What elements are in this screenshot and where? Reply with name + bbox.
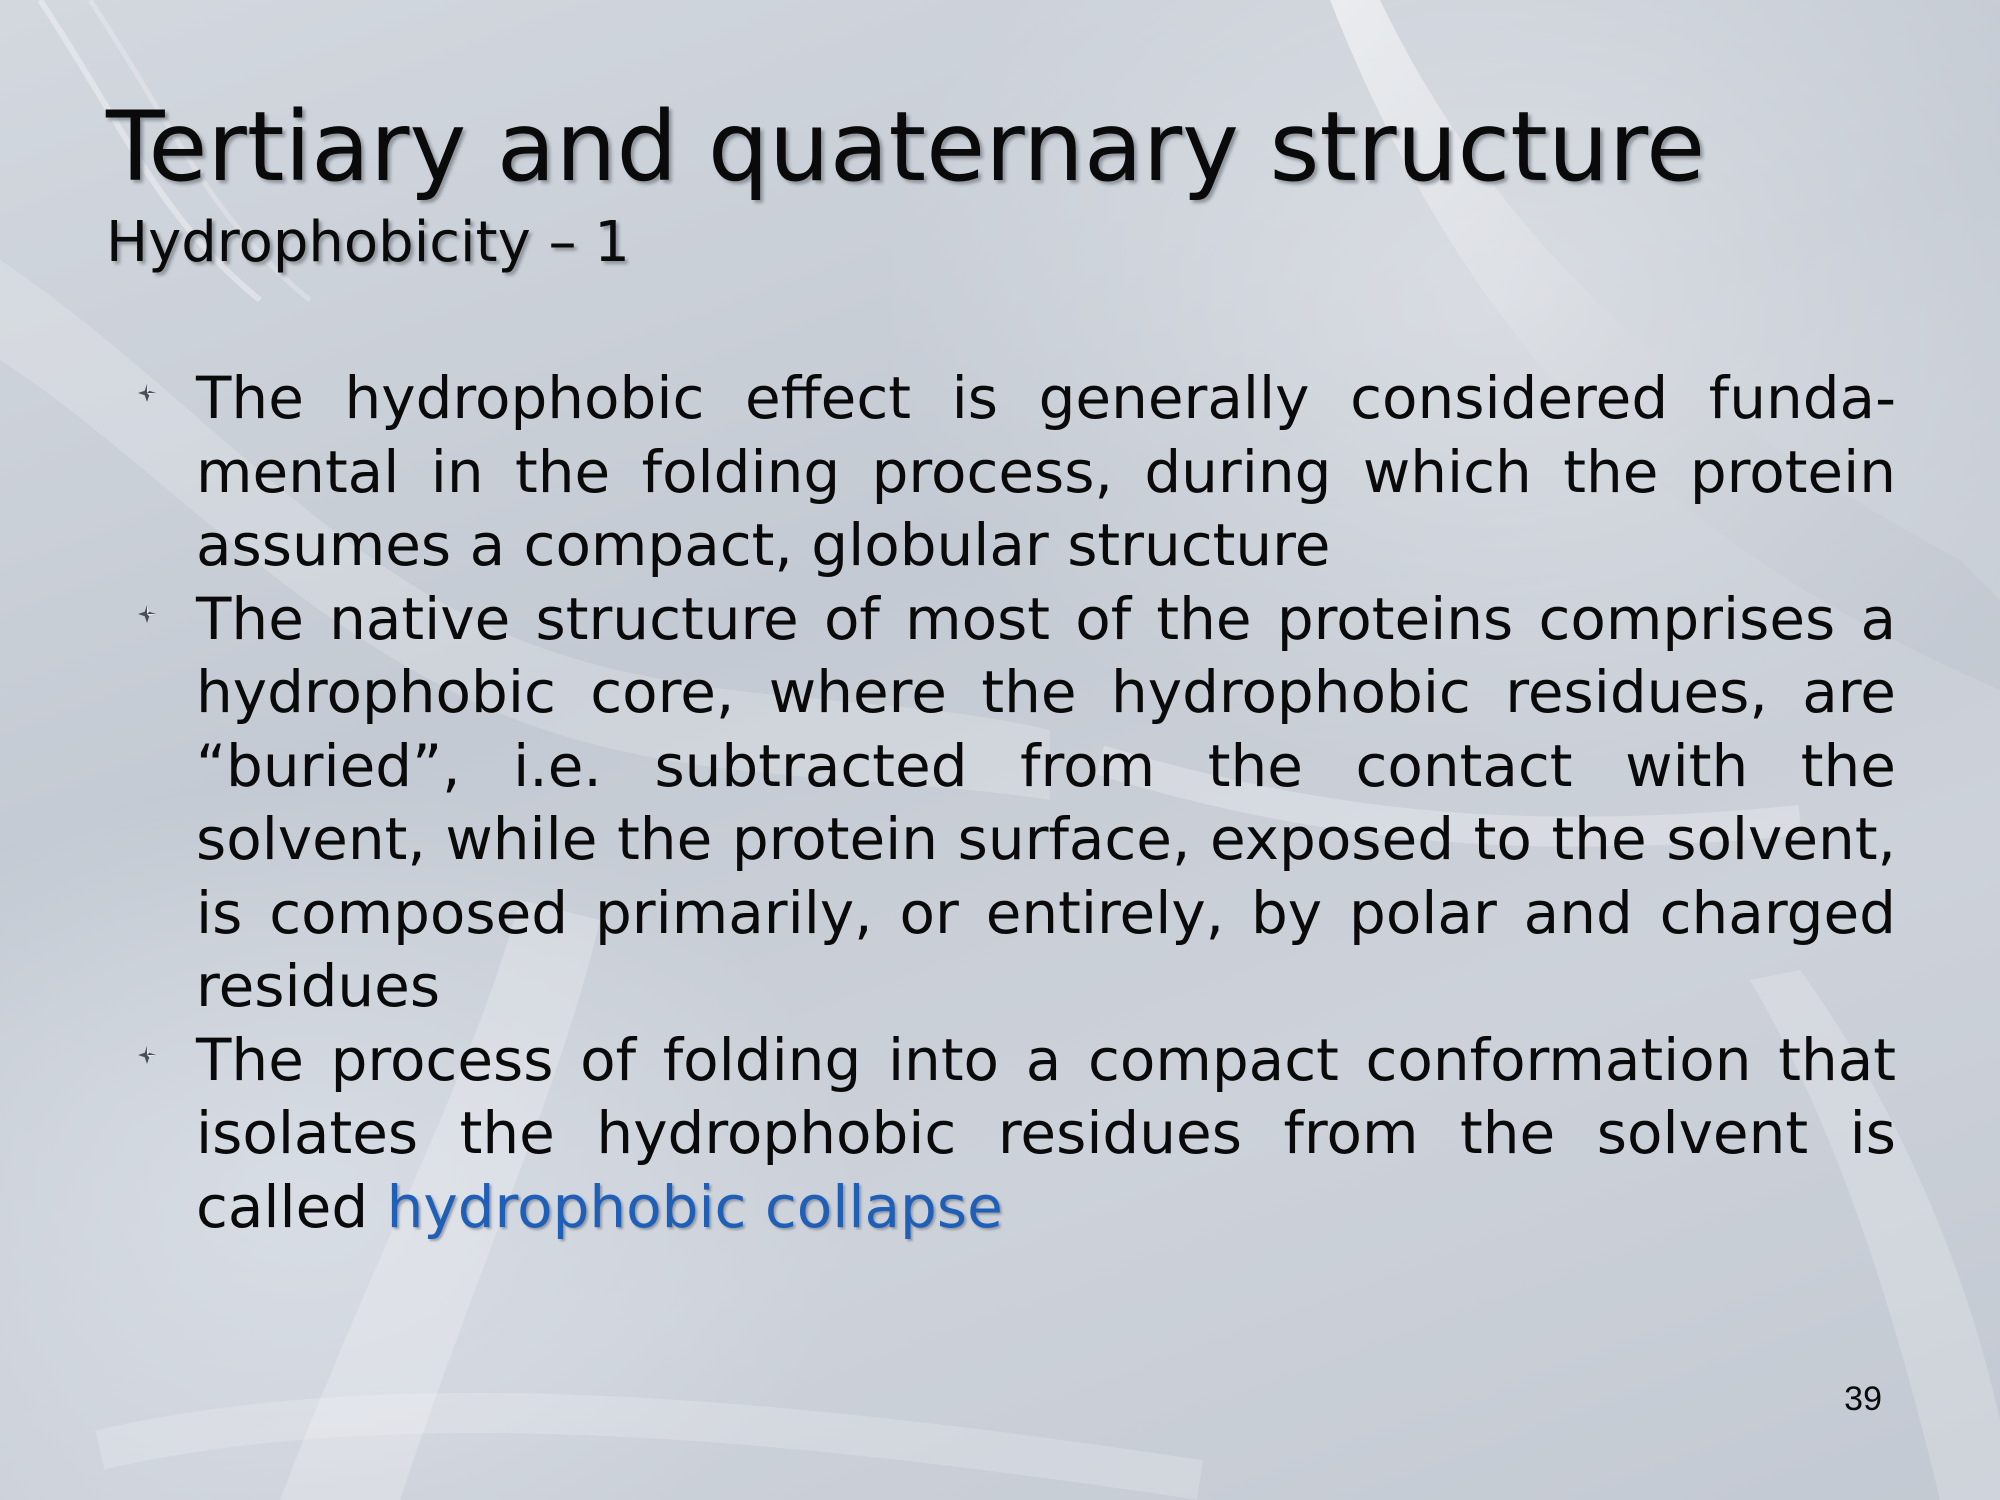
four-point-star-bullet-icon [138,1046,156,1064]
slide-title: Tertiary and quaternary structure [106,91,1706,203]
bullet-text: The native structure of most of the proteins comprises a hydrophobic core, where the hydrophobic residues, are “buried”, i.e. subtracted from the contact with the solvent, while the protein surface, exposed to the solvent, is composed primarily, or entirely, by polar and charged residues [196,584,1896,1020]
four-point-star-bullet-icon [138,605,156,623]
bullet-text: The process of folding into a compact conformation that isolates the hydrophobic residues from the solvent is called [196,1025,1896,1241]
page-number: 39 [1844,1380,1882,1418]
bullet-item [138,583,1896,1024]
highlighted-term: hydrophobic collapse [386,1172,1003,1241]
slide-subtitle: Hydrophobicity – 1 [106,210,630,275]
bullet-item [138,362,1896,583]
four-point-star-bullet-icon [138,384,156,402]
bullet-text: The hydrophobic effect is generally considered funda-mental in the folding process, during which the protein assumes a compact, globular structure [196,364,1896,579]
bullet-list [138,362,1896,1244]
bullet-item [138,1024,1896,1245]
